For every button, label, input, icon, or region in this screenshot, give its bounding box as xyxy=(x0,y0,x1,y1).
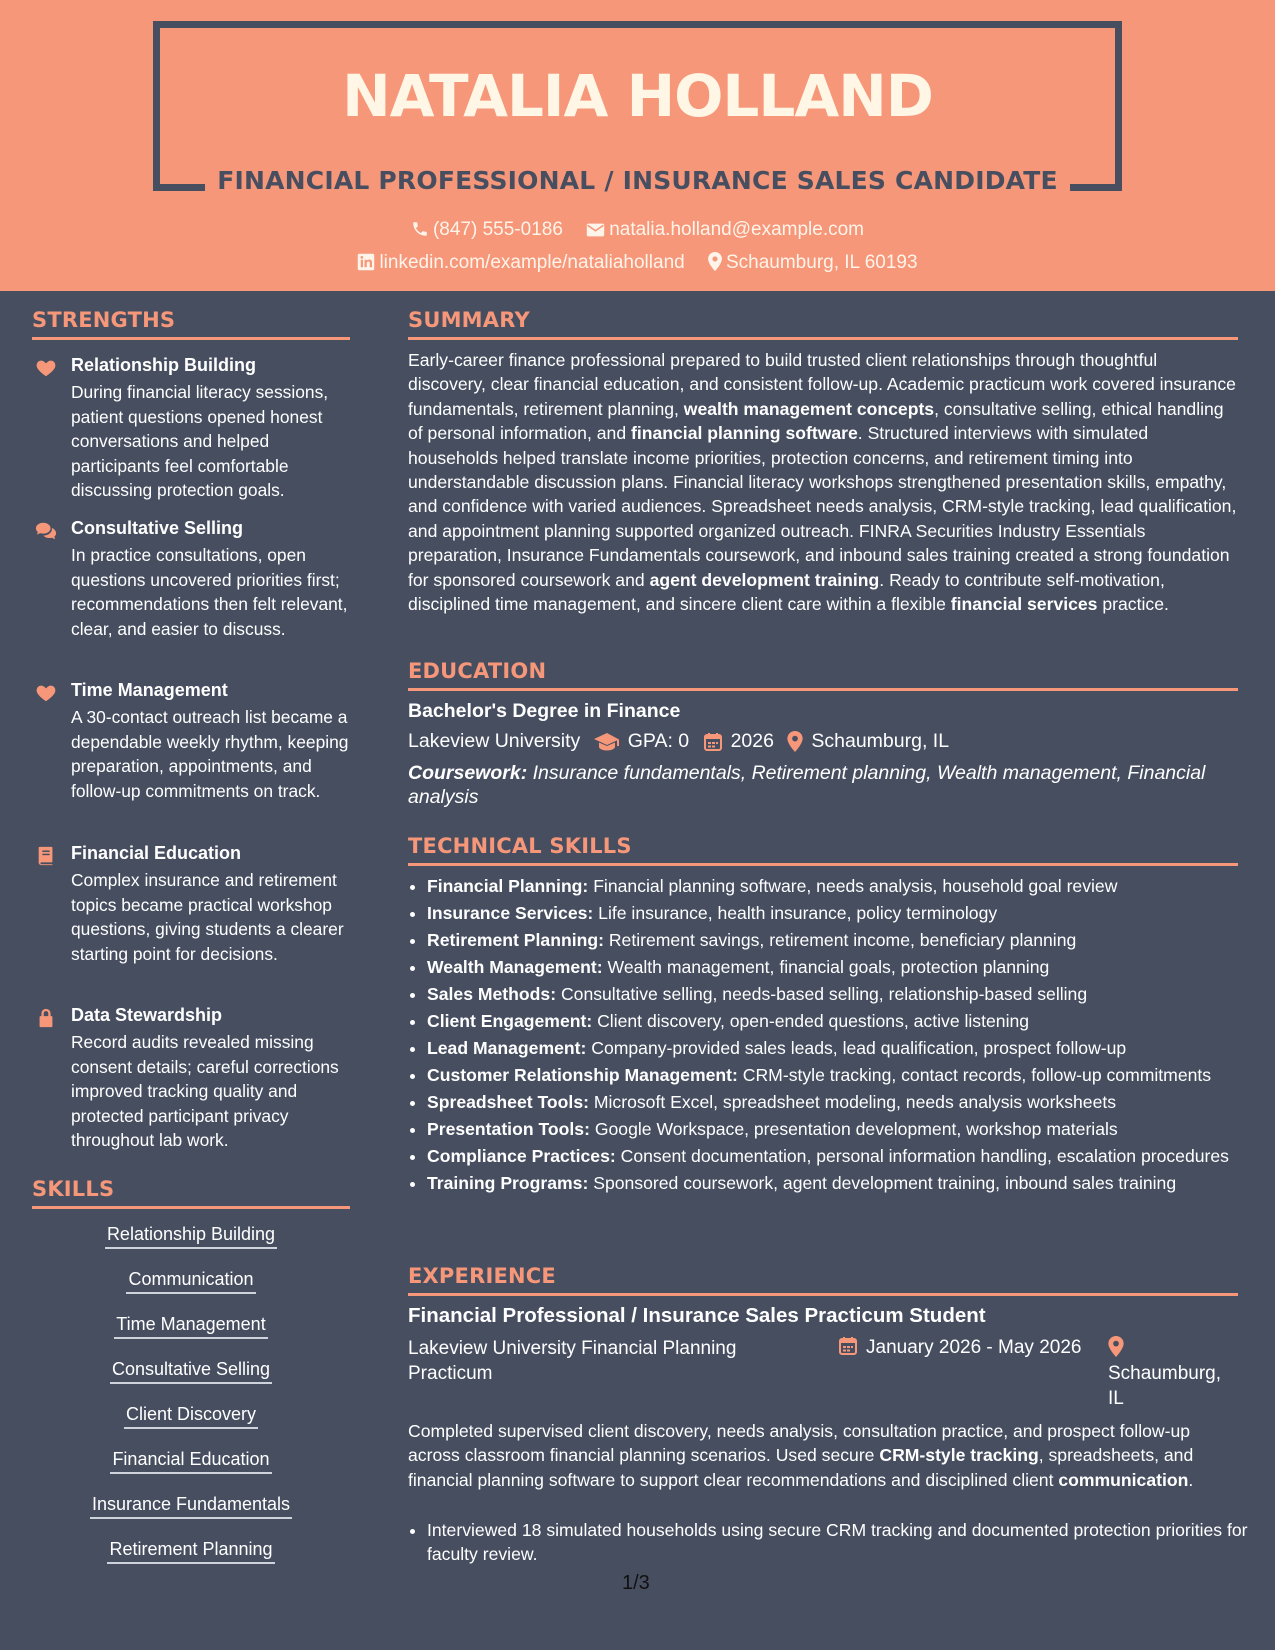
skill-tag: Time Management xyxy=(32,1314,350,1359)
linkedin-icon xyxy=(357,253,375,271)
job-bullets xyxy=(408,1518,1257,1567)
skill-tag: Relationship Building xyxy=(32,1224,350,1269)
page-number: 1/3 xyxy=(622,1572,650,1594)
calendar-icon xyxy=(838,1336,858,1356)
contact-row-secondary xyxy=(0,252,1275,274)
list-item: • Training Programs: Sponsored coursework, agent development training, inbound sales training xyxy=(427,1171,1257,1196)
technical-skills-list xyxy=(408,874,1257,1198)
technical-skills-rule xyxy=(408,863,1238,866)
graduation-cap-icon xyxy=(594,732,620,752)
gpa-text: GPA: 0 xyxy=(627,730,690,753)
list-item: • Interviewed 18 simulated households using secure CRM tracking and documented protection priorities for faculty review. xyxy=(427,1518,1257,1567)
summary-paragraph: Early-career finance professional prepared to build trusted client relationships through thoughtful discovery, clear financial education, and consistent follow-up. Academic practicum work covered insurance fundamentals, retirement planning, wealth management concepts, consultative selling, ethical handling of personal information, and financial planning software. Structured interviews with simulated households helped translate income priorities, protection concerns, and retirement timing into understandable discussion plans. Financial literacy workshops strengthened presentation skills, empathy, and confidence with varied audiences. Spreadsheet needs analysis, CRM-style tracking, lead qualification, and appointment planning supported organized outreach. FINRA Securities Industry Essentials preparation, Insurance Fundamentals coursework, and inbound sales training created a strong foundation for sponsored coursework and agent development training. Ready to contribute self-motivation, disciplined time management, and sincere client care within a flexible financial services practice. xyxy=(408,350,1237,615)
candidate-title: FINANCIAL PROFESSIONAL / INSURANCE SALES CANDIDATE xyxy=(217,166,1058,195)
skills-list xyxy=(32,1224,350,1584)
skills-rule xyxy=(32,1206,350,1209)
map-marker-icon xyxy=(787,731,803,752)
skill-tag: Client Discovery xyxy=(32,1404,350,1449)
strength-description: Record audits revealed missing consent details; careful corrections improved tracking quality and protected participant privacy throughout lab work. xyxy=(71,1032,339,1150)
skills-heading: SKILLS xyxy=(32,1177,115,1201)
coursework-list: Insurance fundamentals, Retirement planning, Wealth management, Financial analysis xyxy=(408,762,1206,808)
list-item: • Wealth Management: Wealth management, financial goals, protection planning xyxy=(427,955,1257,980)
map-marker-icon xyxy=(1108,1336,1124,1357)
education-rule xyxy=(408,688,1238,691)
strengths-heading: STRENGTHS xyxy=(32,308,176,332)
list-item: • Sales Methods: Consultative selling, needs-based selling, relationship-based selling xyxy=(427,982,1257,1007)
list-item: • Presentation Tools: Google Workspace, presentation development, workshop materials xyxy=(427,1117,1257,1142)
experience-heading: EXPERIENCE xyxy=(408,1264,556,1288)
linkedin-text: linkedin.com/example/nataliaholland xyxy=(379,252,685,273)
strengths-rule xyxy=(32,337,350,340)
phone-contact[interactable] xyxy=(411,219,563,241)
list-item: • Insurance Services: Life insurance, health insurance, policy terminology xyxy=(427,901,1257,926)
comments-icon xyxy=(35,520,57,542)
degree-title: Bachelor's Degree in Finance xyxy=(408,700,681,722)
job-company: Lakeview University Financial Planning Practicum xyxy=(408,1338,737,1384)
envelope-icon xyxy=(586,222,605,238)
strength-description: Complex insurance and retirement topics became practical workshop questions, giving students a clearer starting point for decisions. xyxy=(71,870,344,964)
skill-tag: Communication xyxy=(32,1269,350,1314)
strength-description: During financial literacy sessions, patient questions opened honest conversations and helped participants feel comfortable discussing protection goals. xyxy=(71,382,329,500)
list-item: • Customer Relationship Management: CRM-style tracking, contact records, follow-up commitments xyxy=(427,1063,1257,1088)
job-description: Completed supervised client discovery, needs analysis, consultation practice, and prospect follow-up across classroom financial planning scenarios. Used secure CRM-style tracking, spreadsheets, and financial planning software to support clear recommendations and disciplined client communication. xyxy=(408,1421,1194,1490)
lock-icon xyxy=(35,1007,57,1029)
phone-icon xyxy=(411,220,429,238)
book-icon xyxy=(35,845,57,867)
experience-rule xyxy=(408,1293,1238,1296)
technical-skills-heading: TECHNICAL SKILLS xyxy=(408,834,632,858)
job-location: Schaumburg, IL xyxy=(1108,1363,1222,1409)
list-item: • Spreadsheet Tools: Microsoft Excel, spreadsheet modeling, needs analysis worksheets xyxy=(427,1090,1257,1115)
heart-icon xyxy=(35,357,57,379)
list-item: • Client Engagement: Client discovery, open-ended questions, active listening xyxy=(427,1009,1257,1034)
email-text: natalia.holland@example.com xyxy=(609,219,865,240)
list-item: • Retirement Planning: Retirement savings, retirement income, beneficiary planning xyxy=(427,928,1257,953)
education-meta xyxy=(408,730,949,753)
school-location: Schaumburg, IL xyxy=(811,730,950,753)
skill-tag: Retirement Planning xyxy=(32,1539,350,1584)
skill-tag: Financial Education xyxy=(32,1449,350,1494)
job-title: Financial Professional / Insurance Sales Practicum Student xyxy=(408,1304,986,1327)
strength-title: Financial Education xyxy=(71,843,242,863)
contact-row-primary xyxy=(0,219,1275,241)
location-text: Schaumburg, IL 60193 xyxy=(725,252,918,273)
education-heading: EDUCATION xyxy=(408,659,547,683)
skill-tag: Consultative Selling xyxy=(32,1359,350,1404)
strength-description: In practice consultations, open questions uncovered priorities first; recommendations then felt relevant, clear, and easier to discuss. xyxy=(71,545,348,639)
heart-icon xyxy=(35,682,57,704)
coursework-line xyxy=(408,761,1238,809)
summary-heading: SUMMARY xyxy=(408,308,530,332)
list-item: • Lead Management: Company-provided sales leads, lead qualification, prospect follow-up xyxy=(427,1036,1257,1061)
candidate-name: NATALIA HOLLAND xyxy=(342,62,933,130)
strength-title: Consultative Selling xyxy=(71,518,244,538)
job-dates: January 2026 - May 2026 xyxy=(838,1336,1081,1359)
strength-title: Data Stewardship xyxy=(71,1005,223,1025)
list-item: • Financial Planning: Financial planning software, needs analysis, household goal review xyxy=(427,874,1257,899)
coursework-label: Coursework: xyxy=(408,762,528,784)
email-contact[interactable] xyxy=(586,219,864,241)
school-name: Lakeview University xyxy=(408,730,581,753)
calendar-icon xyxy=(703,732,723,752)
strength-title: Time Management xyxy=(71,680,228,700)
graduation-year: 2026 xyxy=(730,730,774,753)
skill-tag: Insurance Fundamentals xyxy=(32,1494,350,1539)
linkedin-contact[interactable] xyxy=(357,252,684,274)
strength-title: Relationship Building xyxy=(71,355,256,375)
summary-rule xyxy=(408,337,1238,340)
resume-header xyxy=(0,0,1275,291)
list-item: • Compliance Practices: Consent documentation, personal information handling, escalation procedures xyxy=(427,1144,1257,1169)
phone-text: (847) 555-0186 xyxy=(432,219,563,240)
map-marker-icon xyxy=(708,252,722,271)
location-contact xyxy=(708,252,918,274)
strength-description: A 30-contact outreach list became a dependable weekly rhythm, keeping preparation, appointments, and follow-up commitments on track. xyxy=(71,707,349,801)
